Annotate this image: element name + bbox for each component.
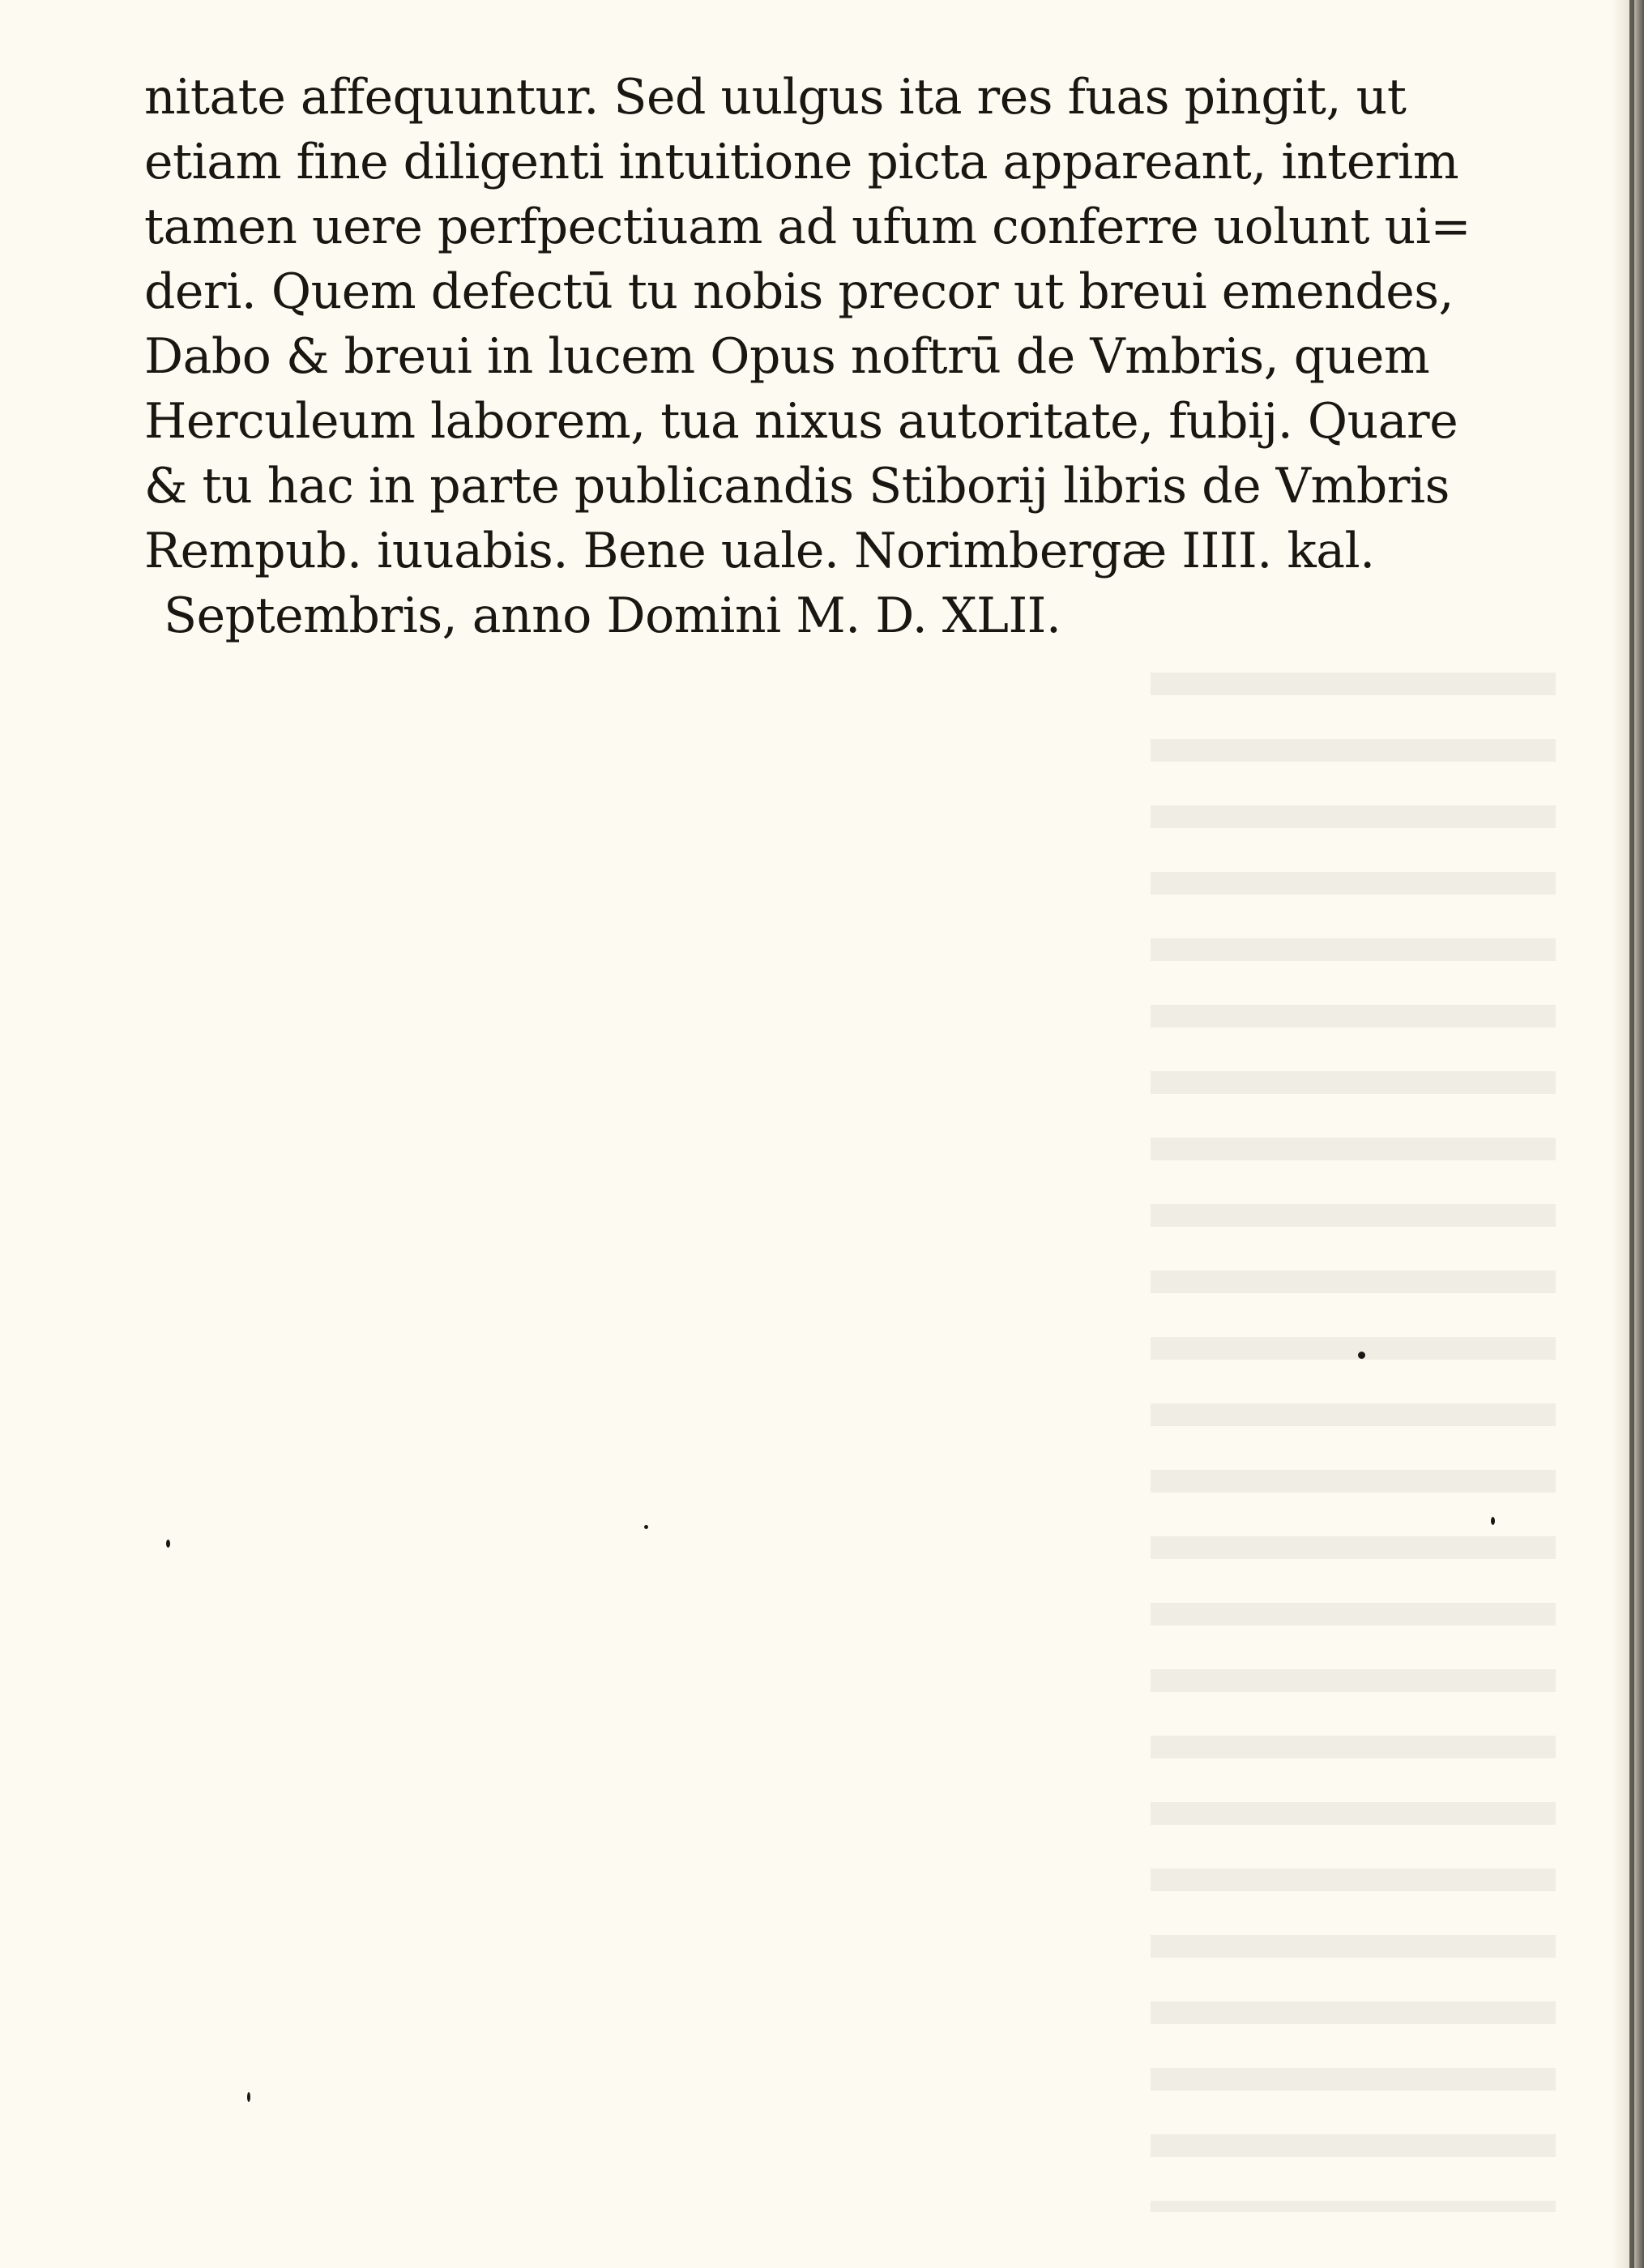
text-line: Herculeum laborem, tua nixus autoritate, fubij. Quare bbox=[144, 393, 1458, 450]
text-line: Rempub. iuuabis. Bene uale. Norimbergæ IIII. kal. bbox=[144, 523, 1375, 579]
text-line: & tu hac in parte publicandis Stiborij libris de Vmbris bbox=[144, 458, 1450, 515]
ink-speck bbox=[1491, 1517, 1495, 1525]
show-through-text bbox=[1151, 673, 1556, 2212]
text-line: Dabo & breui in lucem Opus noftrū de Vmbris, quem bbox=[144, 328, 1430, 385]
text-line: etiam fine diligenti intuitione picta appareant, interim bbox=[144, 134, 1459, 190]
ink-speck bbox=[247, 2092, 250, 2102]
text-line: deri. Quem defectū tu nobis precor ut breui emendes, bbox=[144, 263, 1454, 320]
page-edge-shadow bbox=[1612, 0, 1644, 2268]
text-line: tamen uere perfpectiuam ad ufum conferre uolunt ui= bbox=[144, 199, 1471, 255]
ink-speck bbox=[644, 1525, 648, 1529]
text-line: nitate affequuntur. Sed uulgus ita res fuas pingit, ut bbox=[144, 69, 1407, 126]
text-line: Septembris, anno Domini M. D. XLII. bbox=[164, 587, 1061, 644]
ink-speck bbox=[166, 1540, 170, 1548]
body-text bbox=[144, 65, 1522, 648]
ink-speck bbox=[1358, 1352, 1365, 1359]
page-edge bbox=[1629, 0, 1634, 2268]
